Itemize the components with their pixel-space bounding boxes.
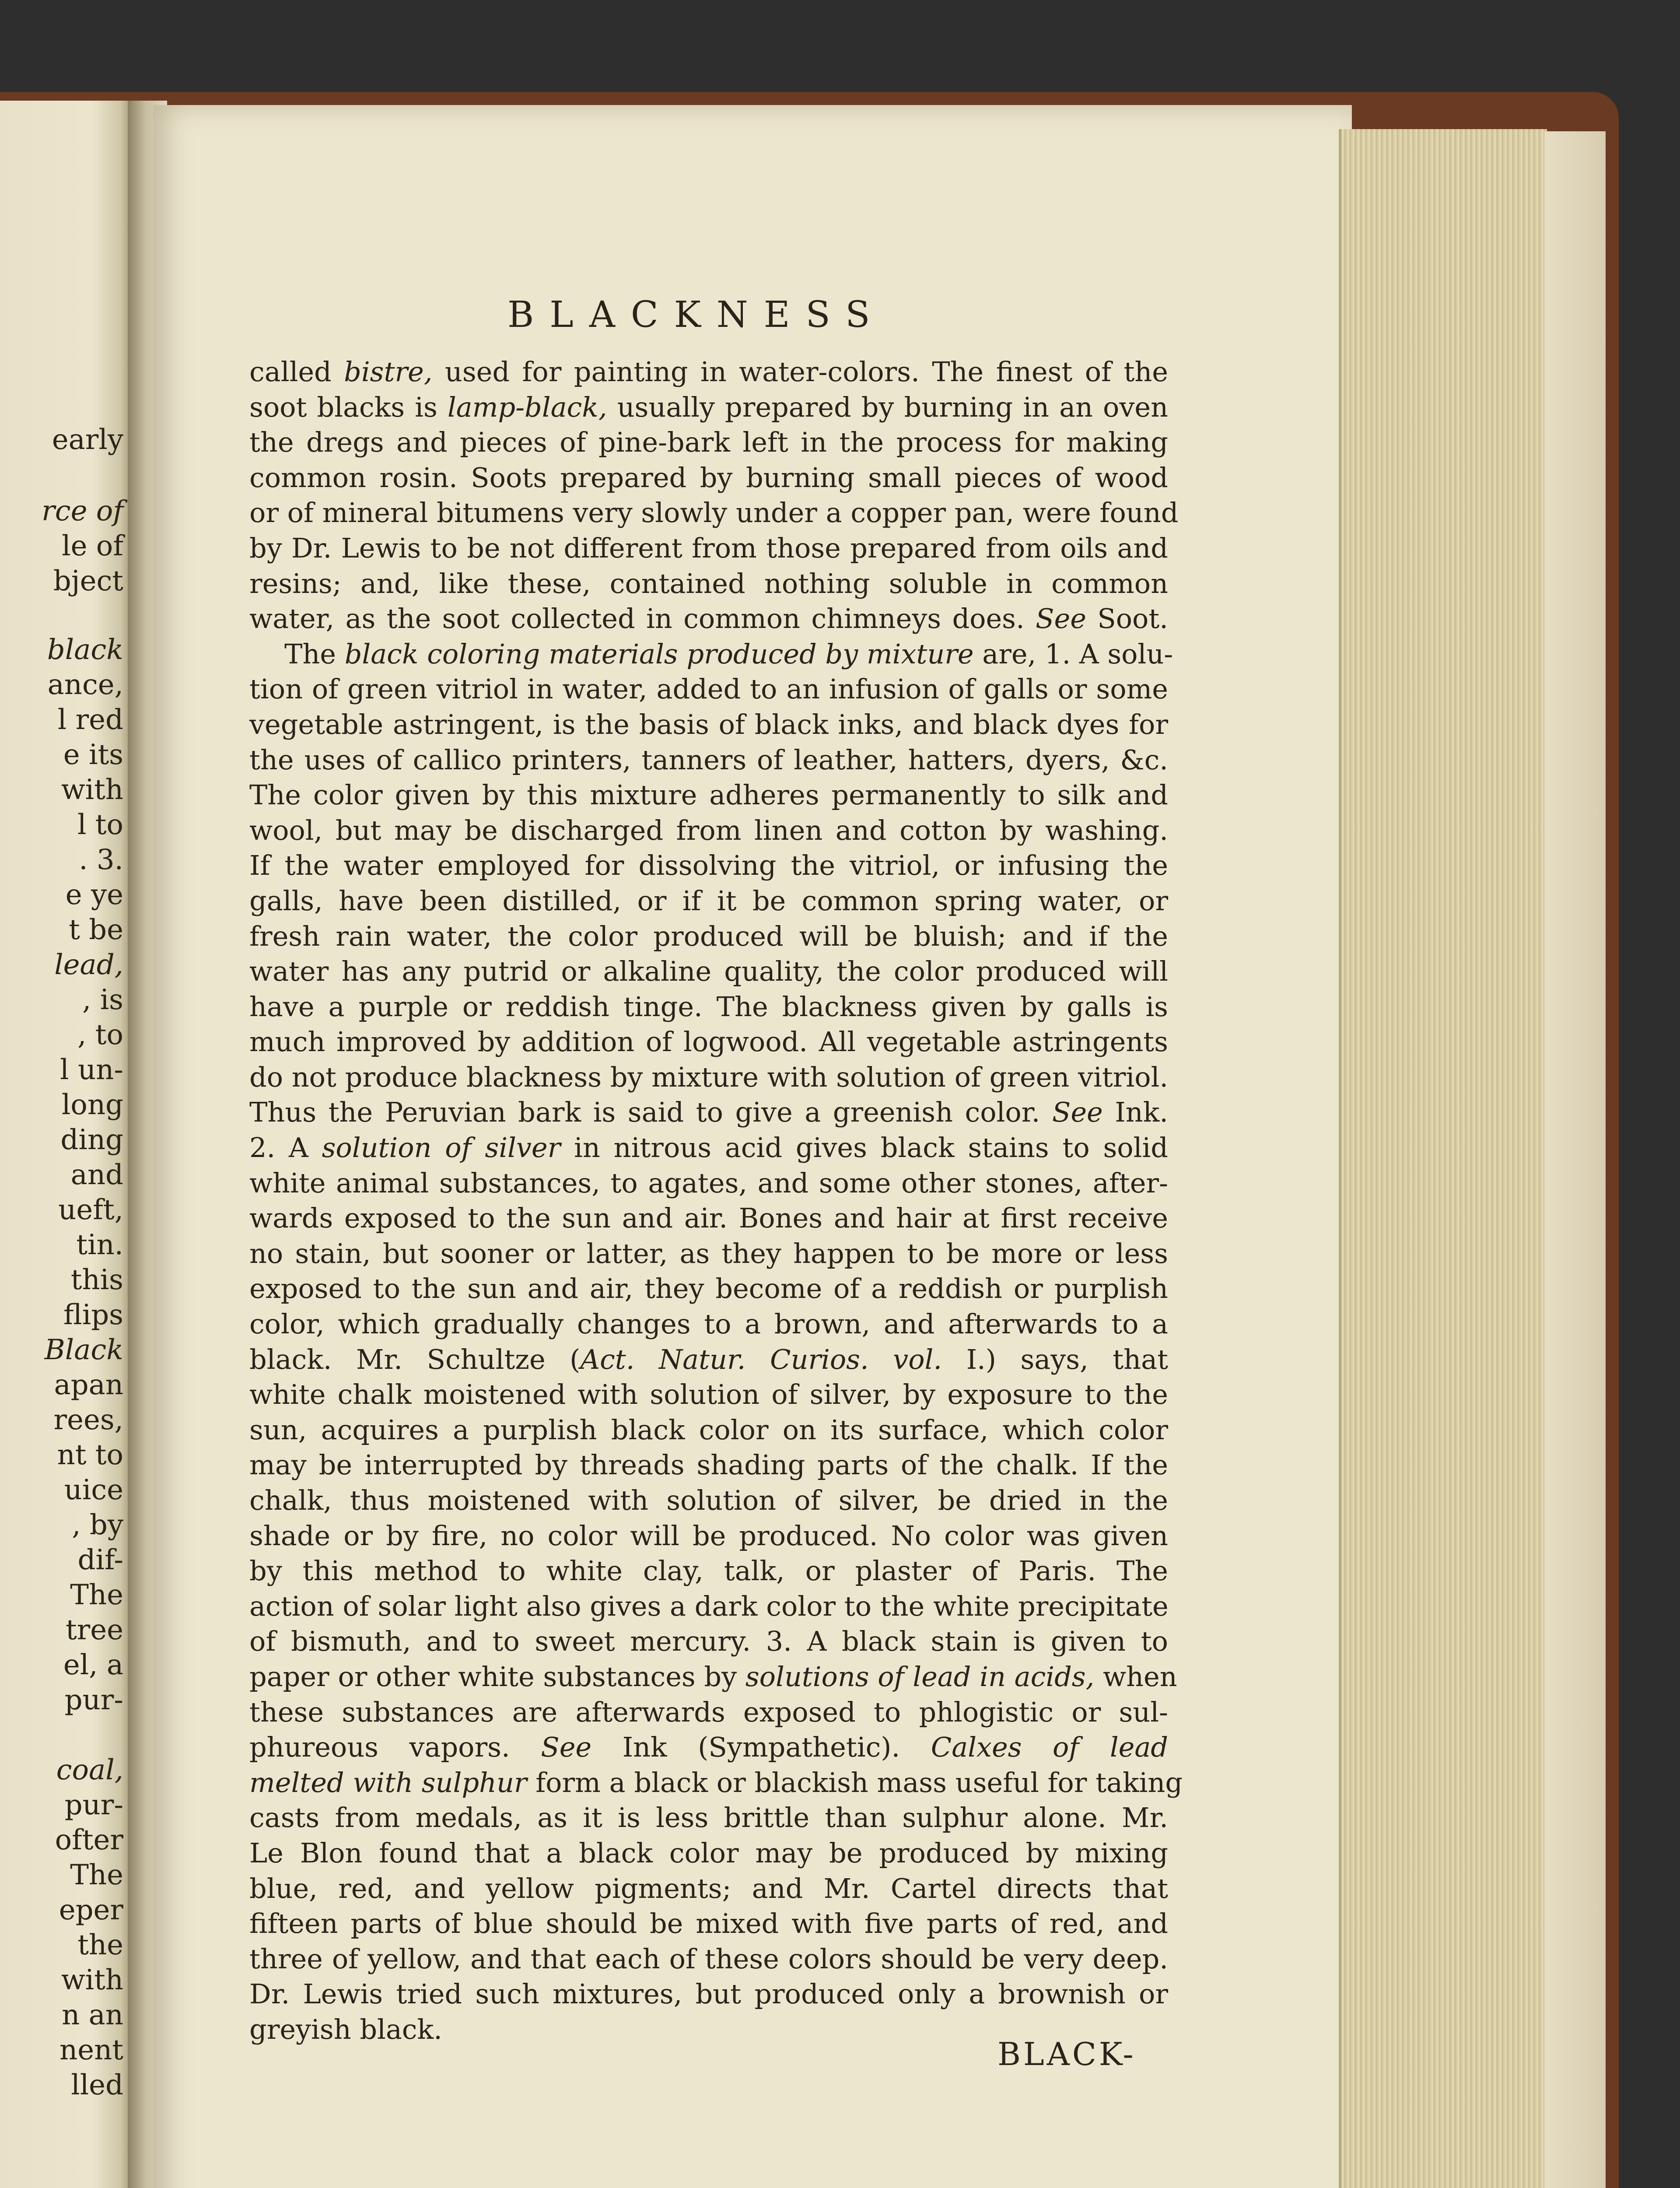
left-page-line: long xyxy=(61,1089,123,1121)
left-page-line: le of xyxy=(62,530,123,562)
text-line: The color given by this mixture adheres permanently to silk and xyxy=(249,779,1168,811)
text-line: common rosin. Soots prepared by burning small pieces of wood xyxy=(249,461,1168,494)
left-page-line: , by xyxy=(72,1509,123,1541)
left-page-line: pur- xyxy=(64,1789,123,1821)
text-line: blue, red, and yellow pigments; and Mr. Cartel directs that xyxy=(249,1872,1168,1904)
text-line: by Dr. Lewis to be not different from those prepared from oils and xyxy=(249,532,1168,564)
text-line: paper or other white substances by solutions of lead in acids, when xyxy=(249,1660,1177,1693)
text-line: black. Mr. Schultze (Act. Natur. Curios. vol. I.) says, that xyxy=(249,1343,1168,1375)
text-line: color, which gradually changes to a brown, and afterwards to a xyxy=(249,1308,1168,1340)
left-page-line: bject xyxy=(53,565,123,597)
text-line: no stain, but sooner or latter, as they happen to be more or less xyxy=(249,1237,1168,1269)
text-line: melted with sulphur form a black or blackish mass useful for taking xyxy=(249,1766,1183,1799)
left-page-fragment xyxy=(0,101,131,2188)
left-page-line: The xyxy=(70,1579,123,1611)
rear-endpaper xyxy=(1544,131,1606,2188)
left-page-line: tin. xyxy=(76,1229,123,1261)
left-page-line: , to xyxy=(77,1019,123,1051)
left-page-line: Black xyxy=(44,1334,123,1366)
text-line: soot blacks is lamp-black, usually prepared by burning in an oven xyxy=(249,391,1169,423)
left-page-line: uice xyxy=(64,1474,123,1506)
text-line: do not produce blackness by mixture with solution of green vitriol. xyxy=(249,1061,1169,1093)
left-page-line: this xyxy=(70,1264,123,1296)
text-line: these substances are afterwards exposed to phlogistic or sul- xyxy=(249,1696,1168,1728)
left-page-line: ofter xyxy=(55,1824,123,1856)
text-line: Le Blon found that a black color may be produced by mixing xyxy=(249,1837,1168,1869)
left-page-line: lead, xyxy=(54,949,123,981)
left-page-line: early xyxy=(52,424,123,456)
text-line: of bismuth, and to sweet mercury. 3. A black stain is given to xyxy=(249,1625,1168,1658)
text-line: galls, have been distilled, or if it be common spring water, or xyxy=(249,884,1168,917)
text-line: fresh rain water, the color produced will be bluish; and if the xyxy=(249,920,1168,952)
left-page-line: lled xyxy=(71,2069,123,2101)
text-line: sun, acquires a purplish black color on its surface, which color xyxy=(249,1413,1168,1446)
text-line: phureous vapors. See Ink (Sympathetic). Calxes of lead xyxy=(249,1731,1168,1764)
left-page-line: . 3. xyxy=(79,844,123,876)
left-page-line: t be xyxy=(69,914,123,946)
left-page-line: The xyxy=(70,1859,123,1891)
left-page-line: black xyxy=(47,634,123,666)
text-line: Thus the Peruvian bark is said to give a greenish color. See Ink. xyxy=(249,1096,1168,1129)
text-line: three of yellow, and that each of these colors should be very deep. xyxy=(249,1943,1168,1975)
text-line: chalk, thus moistened with solution of silver, be dried in the xyxy=(249,1484,1168,1516)
text-line: vegetable astringent, is the basis of black inks, and black dyes for xyxy=(249,708,1168,740)
left-page-line: with xyxy=(61,774,123,806)
left-page-line: eper xyxy=(59,1894,123,1926)
text-line: casts from medals, as it is less brittle than sulphur alone. Mr. xyxy=(249,1802,1168,1834)
text-line: If the water employed for dissolving the vitriol, or infusing the xyxy=(249,849,1168,882)
left-page-line: ueft, xyxy=(58,1194,123,1226)
left-page-line: l to xyxy=(77,809,123,841)
text-line: may be interrupted by threads shading parts of the chalk. If the xyxy=(249,1449,1168,1481)
text-line: 2. A solution of silver in nitrous acid gives black stains to solid xyxy=(249,1132,1168,1164)
page-edges xyxy=(1339,129,1547,2188)
left-page-line: flips xyxy=(63,1299,123,1331)
left-page-line: apan xyxy=(54,1369,123,1401)
text-line: water, as the soot collected in common chimneys does. See Soot. xyxy=(249,603,1168,635)
text-line: much improved by addition of logwood. All vegetable astringents xyxy=(249,1026,1168,1058)
left-page-line: coal, xyxy=(56,1754,123,1786)
text-line: wool, but may be discharged from linen and cotton by washing. xyxy=(249,814,1168,846)
catchword: BLACK- xyxy=(998,2036,1136,2072)
left-page-line: l red xyxy=(57,704,123,736)
left-page-line: dif- xyxy=(77,1544,123,1576)
body-text xyxy=(249,354,1183,2048)
left-page-line: n an xyxy=(62,1999,123,2031)
left-page-line: , is xyxy=(82,984,123,1016)
running-head: BLACKNESS xyxy=(508,294,886,336)
text-line: white animal substances, to agates, and some other stones, after- xyxy=(249,1167,1168,1199)
text-line: The black coloring materials produced by mixture are, 1. A solu- xyxy=(284,638,1173,670)
left-page-line: pur- xyxy=(64,1684,123,1716)
left-page-line: rce of xyxy=(42,495,123,527)
text-line: the uses of callico printers, tanners of leather, hatters, dyers, &c. xyxy=(249,743,1168,776)
text-line: shade or by fire, no color will be produced. No color was given xyxy=(249,1519,1168,1552)
left-page-line: rees, xyxy=(53,1404,123,1436)
left-page-line: the xyxy=(77,1929,123,1961)
left-page-line: with xyxy=(61,1964,123,1996)
left-page-line: nent xyxy=(59,2034,123,2066)
text-line: wards exposed to the sun and air. Bones and hair at first receive xyxy=(249,1202,1168,1234)
left-page-line: ance, xyxy=(47,669,123,701)
text-line: fifteen parts of blue should be mixed with five parts of red, and xyxy=(249,1907,1168,1940)
text-line: tion of green vitriol in water, added to an infusion of galls or some xyxy=(249,673,1168,705)
text-line: called bistre, used for painting in water-colors. The finest of the xyxy=(249,356,1168,388)
text-line: resins; and, like these, contained nothing soluble in common xyxy=(249,567,1168,600)
left-page-line: e ye xyxy=(65,879,123,911)
text-line: exposed to the sun and air, they become of a reddish or purplish xyxy=(249,1273,1168,1305)
text-line: white chalk moistened with solution of silver, by exposure to the xyxy=(249,1378,1168,1411)
text-line: Dr. Lewis tried such mixtures, but produced only a brownish or xyxy=(249,1978,1168,2010)
text-line: have a purple or reddish tinge. The blackness given by galls is xyxy=(249,990,1168,1023)
left-page-line: l un- xyxy=(60,1054,123,1086)
text-line: water has any putrid or alkaline quality, the color produced will xyxy=(249,955,1168,988)
left-page-line: nt to xyxy=(57,1439,123,1471)
left-page-line: and xyxy=(70,1159,123,1191)
left-page-line: ding xyxy=(60,1124,123,1156)
left-page-line: e its xyxy=(63,739,123,771)
left-page-line: el, a xyxy=(63,1649,123,1681)
text-line: action of solar light also gives a dark color to the white precipitate xyxy=(249,1590,1169,1622)
text-line: the dregs and pieces of pine-bark left in the process for making xyxy=(249,426,1168,459)
left-page-line: tree xyxy=(65,1614,123,1646)
text-line: or of mineral bitumens very slowly under a copper pan, were found xyxy=(249,497,1179,529)
text-line: greyish black. xyxy=(249,2013,442,2045)
text-line: by this method to white clay, talk, or plaster of Paris. The xyxy=(249,1555,1168,1587)
